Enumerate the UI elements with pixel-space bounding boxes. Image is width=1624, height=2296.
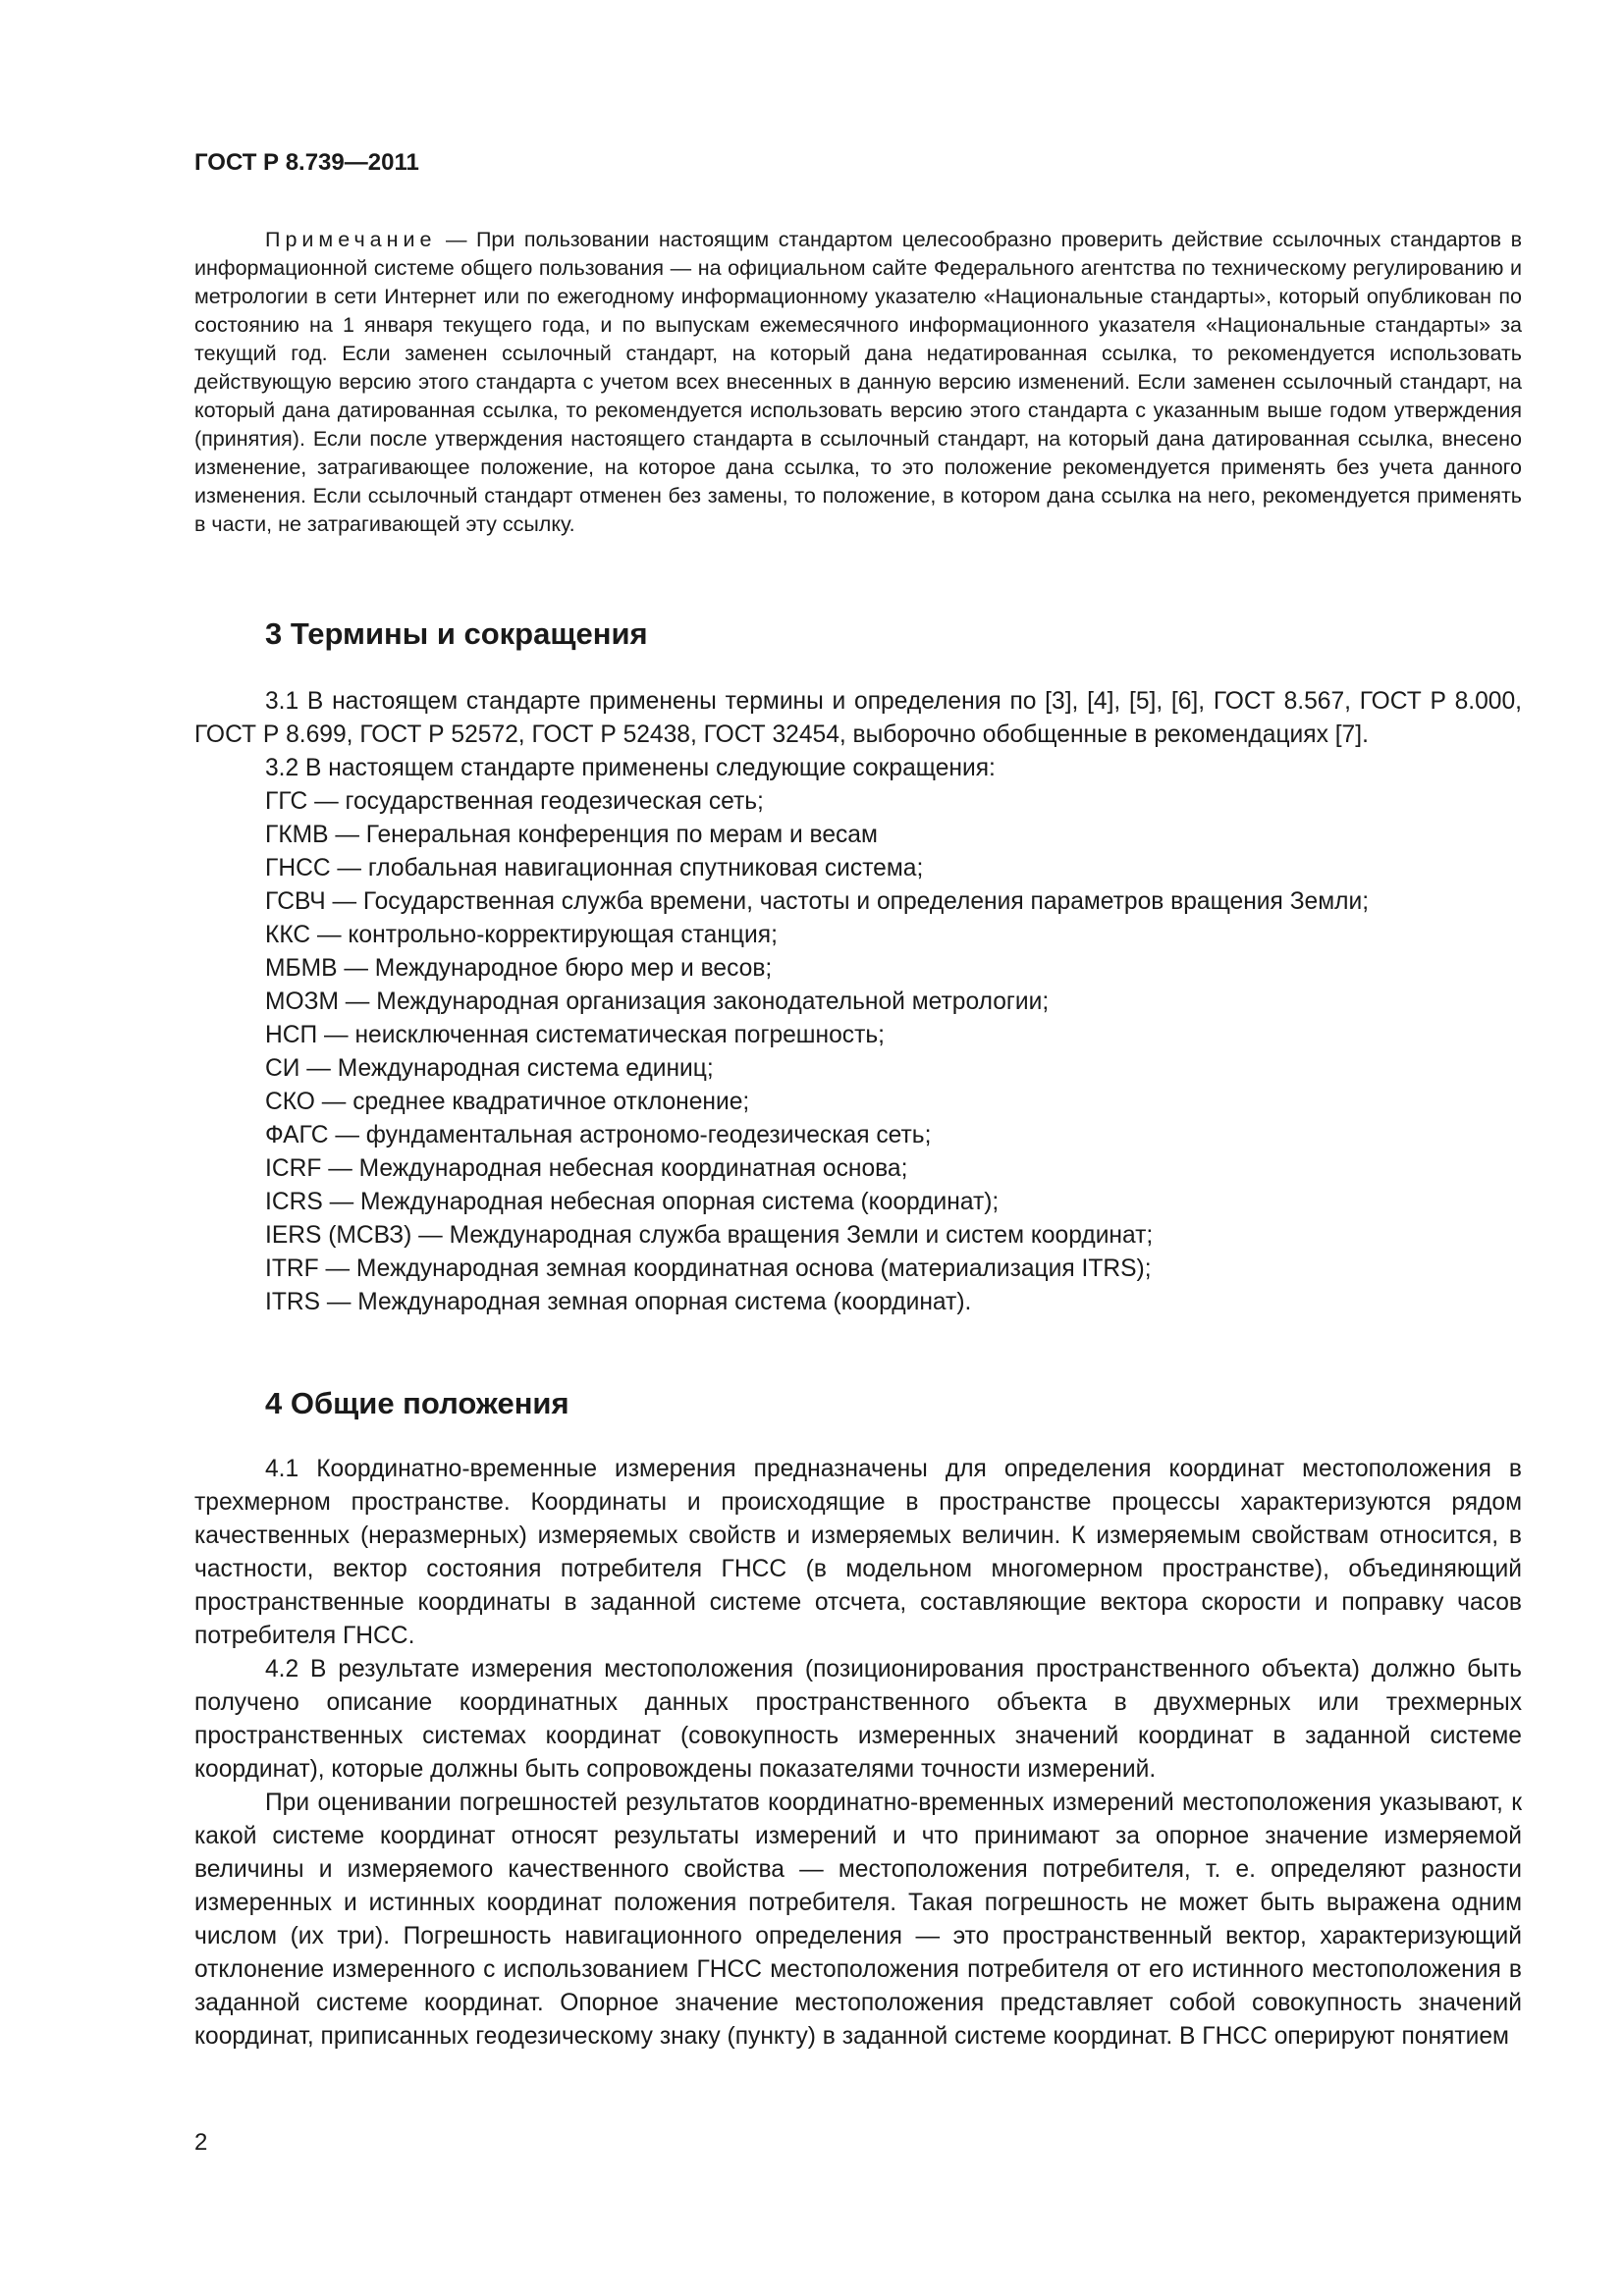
section-3-heading: 3 Термины и сокращения <box>265 616 648 651</box>
paragraph-3-1: 3.1 В настоящем стандарте применены термины и определения по [3], [4], [5], [6], ГОСТ 8.567, ГОСТ Р 8.000, ГОСТ Р 8.699, ГОСТ Р 52572, ГОСТ Р 52438, ГОСТ 32454, выборочно обобщенные в рекомендациях [7]. <box>194 688 1522 748</box>
note-paragraph <box>194 226 1522 539</box>
abbreviation-item: СИ — Международная система единиц; <box>265 1055 714 1082</box>
note-text: — При пользовании настоящим стандартом целесообразно проверить действие ссылочных стандартов в информационной системе общего пользования — на официальном сайте Федерального агентства по техническому регулированию и метрологии в сети Интернет или по ежегодному информационному указателю «Национальные стандарты», который опубликован по состоянию на 1 января текущего года, и по выпускам ежемесячного информационного указателя «Национальные стандарты» за текущий год. Если заменен ссылочный стандарт, на который дана недатированная ссылка, то рекомендуется использовать действующую версию этого стандарта с учетом всех внесенных в данную версию изменений. Если заменен ссылочный стандарт, на который дана датированная ссылка, то рекомендуется использовать версию этого стандарта с указанным выше годом утверждения (принятия). Если после утверждения настоящего стандарта в ссылочный стандарт, на который дана датированная ссылка, внесено изменение, затрагивающее положение, на которое дана ссылка, то это положение рекомендуется применять без учета данного изменения. Если ссылочный стандарт отменен без замены, то положение, в котором дана ссылка на него, рекомендуется применять в части, не затрагивающей эту ссылку. <box>194 228 1522 536</box>
document-header: ГОСТ Р 8.739—2011 <box>194 149 419 176</box>
abbreviation-item: ГКМВ — Генеральная конференция по мерам и весам <box>265 822 878 848</box>
abbreviation-item: ФАГС — фундаментальная астрономо-геодезическая сеть; <box>265 1122 932 1148</box>
paragraph-4-1: 4.1 Координатно-временные измерения предназначены для определения координат местоположения в трехмерном пространстве. Координаты и происходящие в пространстве процессы характеризуются рядом качественных (неразмерных) измеряемых свойств и измеряемых величин. К измеряемым свойствам относится, в частности, вектор состояния потребителя ГНСС (в модельном многомерном пространстве), объединяющий пространственные координаты в заданной системе отсчета, составляющие вектора скорости и поправку часов потребителя ГНСС. <box>194 1456 1522 1649</box>
paragraph-4-3: При оценивании погрешностей результатов координатно-временных измерений местоположения указывают, к какой системе координат относят результаты измерений и что принимают за опорное значение измеряемой величины и измеряемого качественного свойства — местоположения потребителя, т. е. определяют разности измеренных и истинных координат положения потребителя. Такая погрешность не может быть выражена одним числом (их три). Погрешность навигационного определения — это пространственный вектор, характеризующий отклонение измеренного с использованием ГНСС местоположения потребителя от его истинного местоположения в заданной системе координат. Опорное значение местоположения представляет собой совокупность значений координат, приписанных геодезическому знаку (пункту) в заданной системе координат. В ГНСС оперируют понятием <box>194 1789 1522 2050</box>
section-4-body <box>194 1453 1522 2054</box>
note-block <box>194 226 1522 539</box>
section-4-heading: 4 Общие положения <box>265 1386 569 1420</box>
note-label: Примечание <box>265 228 437 251</box>
section-3-body <box>194 685 1522 1319</box>
abbreviation-list <box>194 785 1522 1319</box>
paragraph-3-2: 3.2 В настоящем стандарте применены следующие сокращения: <box>265 755 996 781</box>
abbreviation-item: ICRS — Международная небесная опорная система (координат); <box>265 1189 1000 1215</box>
abbreviation-item: НСП — неисключенная систематическая погрешность; <box>265 1022 886 1048</box>
paragraph-4-2: 4.2 В результате измерения местоположения (позиционирования пространственного объекта) должно быть получено описание координатных данных пространственного объекта в двухмерных или трехмерных пространственных системах координат (совокупность измеренных значений координат в заданной системе координат), которые должны быть сопровождены показателями точности измерений. <box>194 1656 1522 1783</box>
abbreviation-item: ГГС — государственная геодезическая сеть; <box>265 788 764 815</box>
abbreviation-item: ККС — контрольно-корректирующая станция; <box>265 922 778 948</box>
abbreviation-item: СКО — среднее квадратичное отклонение; <box>265 1089 750 1115</box>
page-number: 2 <box>194 2129 208 2156</box>
abbreviation-item: ГСВЧ — Государственная служба времени, частоты и определения параметров вращения Земли; <box>265 888 1370 915</box>
abbreviation-item: МОЗМ — Международная организация законодательной метрологии; <box>265 988 1050 1015</box>
abbreviation-item: МБМВ — Международное бюро мер и весов; <box>265 955 773 982</box>
abbreviation-item: IERS (МСВЗ) — Международная служба вращения Земли и систем координат; <box>265 1222 1154 1249</box>
abbreviation-item: ITRS — Международная земная опорная система (координат). <box>265 1289 972 1315</box>
abbreviation-item: ICRF — Международная небесная координатная основа; <box>265 1155 908 1182</box>
abbreviation-item: ITRF — Международная земная координатная основа (материализация ITRS); <box>265 1255 1152 1282</box>
abbreviation-item: ГНСС — глобальная навигационная спутниковая система; <box>265 855 924 881</box>
